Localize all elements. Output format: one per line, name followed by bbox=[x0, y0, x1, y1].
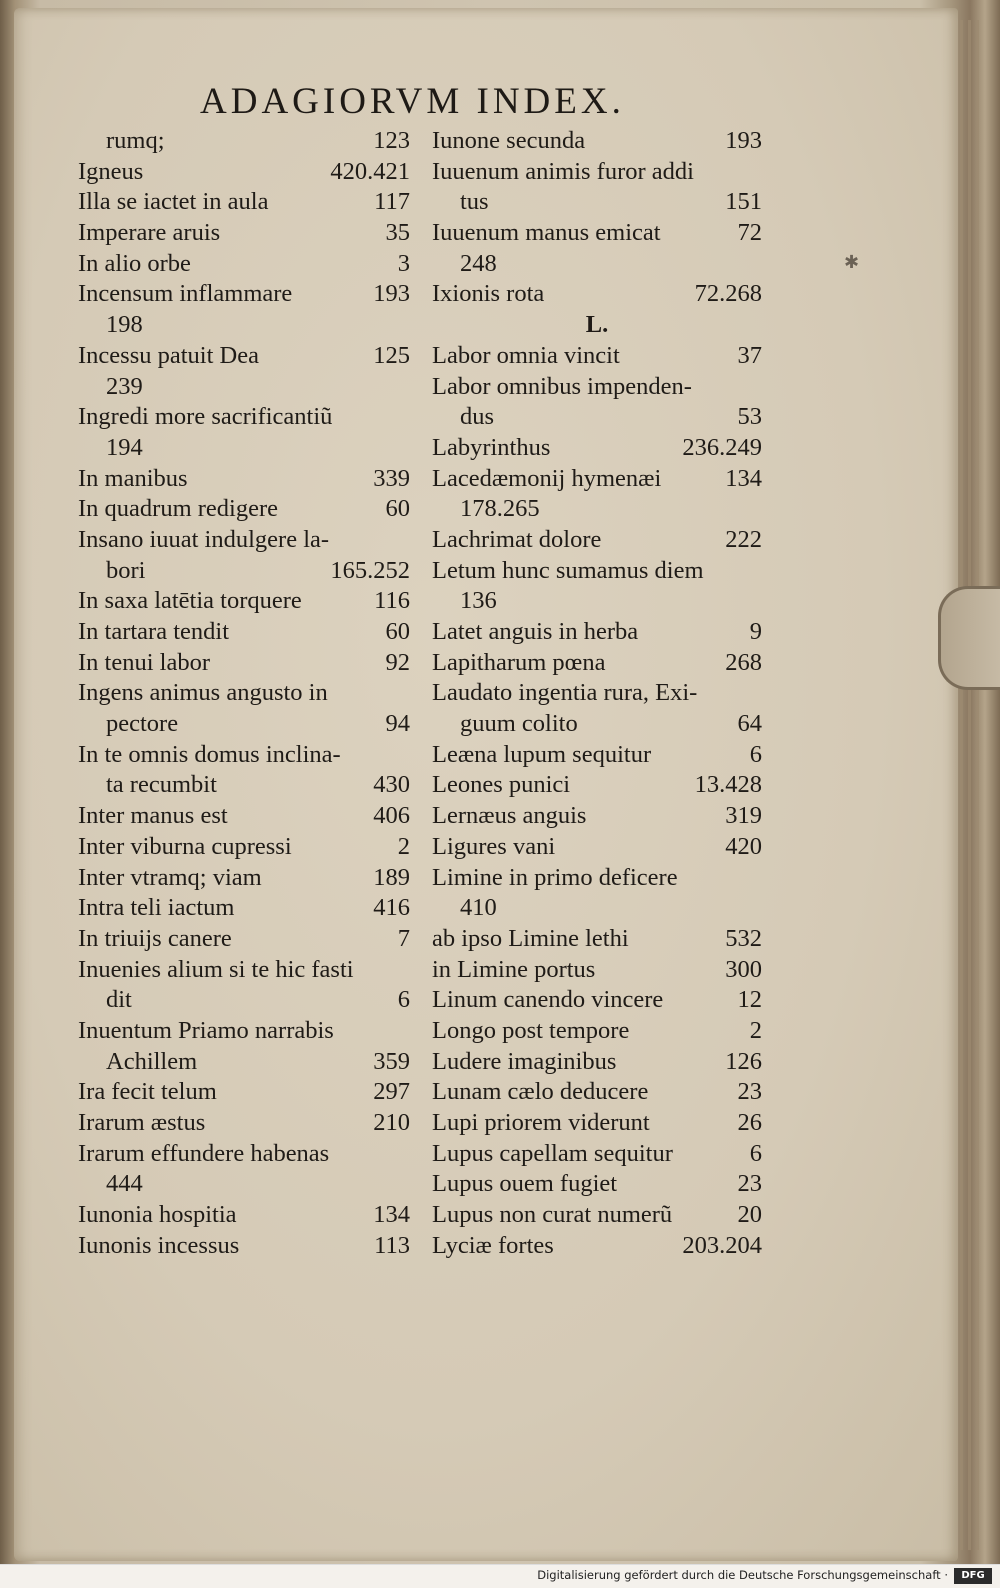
entry-page: 430 bbox=[373, 771, 410, 799]
index-entry bbox=[432, 310, 762, 341]
entry-text: Ingredi more sacrificantiũ bbox=[78, 403, 333, 431]
index-entry bbox=[432, 279, 762, 310]
index-entry bbox=[432, 556, 762, 587]
entry-text: In quadrum redigere bbox=[78, 495, 278, 523]
entry-page: 189 bbox=[373, 863, 410, 891]
index-entry bbox=[78, 341, 410, 372]
entry-page: 300 bbox=[725, 955, 762, 983]
entry-text: 194 bbox=[106, 433, 143, 461]
index-entry bbox=[432, 1077, 762, 1108]
index-entry bbox=[78, 218, 410, 249]
entry-page: 35 bbox=[385, 219, 410, 247]
entry-page: 151 bbox=[725, 188, 762, 216]
index-entry bbox=[78, 187, 410, 218]
footer-credit: Digitalisierung gefördert durch die Deutsche Forschungsgemeinschaft · bbox=[537, 1568, 948, 1582]
entry-page: 134 bbox=[373, 1201, 410, 1229]
entry-text: Ligures vani bbox=[432, 832, 556, 860]
index-entry bbox=[78, 372, 410, 403]
index-entry bbox=[78, 279, 410, 310]
entry-text: Labor omnibus impenden- bbox=[432, 372, 692, 400]
index-entry bbox=[432, 832, 762, 863]
index-entry bbox=[432, 924, 762, 955]
entry-text: rumq; bbox=[106, 127, 165, 154]
entry-text: L. bbox=[585, 311, 609, 339]
entry-page: 60 bbox=[385, 495, 410, 523]
entry-text: Lapitharum pœna bbox=[432, 648, 606, 676]
index-entry bbox=[432, 893, 762, 924]
entry-text: in Limine portus bbox=[432, 955, 596, 983]
entry-text: Lupus capellam sequitur bbox=[432, 1139, 673, 1167]
entry-page: 420.421 bbox=[330, 157, 410, 185]
index-entry bbox=[432, 863, 762, 894]
ink-speck: ✱ bbox=[844, 252, 860, 273]
entry-text: Leæna lupum sequitur bbox=[432, 740, 652, 768]
entry-page: 37 bbox=[737, 341, 762, 369]
index-entry bbox=[78, 740, 410, 771]
index-entry bbox=[432, 1047, 762, 1078]
entry-text: Longo post tempore bbox=[432, 1016, 630, 1044]
index-entry bbox=[432, 157, 762, 188]
index-entry bbox=[432, 1108, 762, 1139]
entry-page: 72 bbox=[737, 219, 762, 247]
index-entry bbox=[78, 648, 410, 679]
index-entry bbox=[78, 464, 410, 495]
entry-text: Linum canendo vincere bbox=[432, 986, 664, 1014]
entry-text: Iuuenum manus emicat bbox=[432, 219, 661, 247]
entry-text: Iuuenum animis furor addi bbox=[432, 157, 694, 185]
page-edge bbox=[968, 20, 971, 1550]
index-entry bbox=[432, 187, 762, 218]
index-entry bbox=[78, 770, 410, 801]
entry-text: 444 bbox=[106, 1170, 143, 1198]
entry-text: Laudato ingentia rura, Exi- bbox=[432, 679, 698, 707]
index-entry bbox=[432, 740, 762, 771]
entry-page: 125 bbox=[373, 341, 410, 369]
entry-text: Lyciæ fortes bbox=[432, 1231, 554, 1259]
entry-page: 92 bbox=[385, 648, 410, 676]
entry-page: 7 bbox=[397, 924, 410, 952]
index-entry bbox=[78, 709, 410, 740]
entry-text: Lupus ouem fugiet bbox=[432, 1170, 618, 1198]
index-entry bbox=[78, 249, 410, 280]
index-entry bbox=[78, 955, 410, 986]
index-entry bbox=[78, 586, 410, 617]
entry-page: 23 bbox=[737, 1170, 762, 1198]
entry-text: In manibus bbox=[78, 464, 188, 492]
entry-page: 2 bbox=[749, 1016, 762, 1044]
index-entry bbox=[432, 341, 762, 372]
index-entry bbox=[78, 678, 410, 709]
entry-text: Leones punici bbox=[432, 771, 571, 799]
index-entry bbox=[432, 525, 762, 556]
entry-text: Lernæus anguis bbox=[432, 802, 587, 830]
entry-page: 268 bbox=[725, 648, 762, 676]
index-entry bbox=[78, 1016, 410, 1047]
entry-text: Insano iuuat indulgere la- bbox=[78, 525, 330, 553]
entry-text: 198 bbox=[106, 311, 143, 339]
index-entry bbox=[78, 525, 410, 556]
entry-text: In triuijs canere bbox=[78, 924, 232, 952]
index-entry bbox=[78, 617, 410, 648]
entry-page: 94 bbox=[385, 710, 410, 738]
index-entry bbox=[78, 801, 410, 832]
index-entry bbox=[432, 955, 762, 986]
index-entry bbox=[432, 648, 762, 679]
entry-text: 136 bbox=[460, 587, 497, 615]
entry-page: 165.252 bbox=[330, 556, 410, 584]
entry-text: Lupus non curat numerũ bbox=[432, 1201, 673, 1229]
entry-text: Irarum æstus bbox=[78, 1109, 206, 1136]
entry-page: 236.249 bbox=[682, 433, 762, 461]
index-entry bbox=[78, 494, 410, 525]
entry-page: 339 bbox=[373, 464, 410, 492]
entry-page: 210 bbox=[373, 1109, 410, 1136]
index-entry bbox=[78, 1139, 410, 1170]
entry-text: Inuentum Priamo narrabis bbox=[78, 1016, 334, 1044]
dfg-logo: DFG bbox=[954, 1568, 992, 1584]
page-edge bbox=[960, 20, 963, 1550]
entry-page: 9 bbox=[749, 618, 762, 645]
index-entry bbox=[432, 709, 762, 740]
index-entry bbox=[432, 249, 762, 280]
entry-text: In tartara tendit bbox=[78, 618, 230, 645]
entry-page: 72.268 bbox=[694, 280, 762, 308]
index-entry bbox=[432, 402, 762, 433]
entry-page: 193 bbox=[725, 127, 762, 154]
entry-text: In te omnis domus inclina- bbox=[78, 740, 341, 768]
entry-page: 420 bbox=[725, 832, 762, 860]
entry-text: Lachrimat dolore bbox=[432, 525, 602, 553]
entry-page: 6 bbox=[749, 740, 762, 768]
entry-page: 23 bbox=[737, 1078, 762, 1106]
entry-page: 319 bbox=[725, 802, 762, 830]
index-entry bbox=[78, 433, 410, 464]
entry-text: 239 bbox=[106, 372, 143, 400]
entry-text: dit bbox=[106, 986, 132, 1014]
index-entry bbox=[432, 126, 762, 157]
entry-text: Intra teli iactum bbox=[78, 894, 235, 922]
entry-text: Iunone secunda bbox=[432, 127, 586, 154]
index-entry bbox=[78, 1047, 410, 1078]
entry-text: bori bbox=[106, 556, 146, 584]
entry-page: 297 bbox=[373, 1078, 410, 1106]
index-entry bbox=[78, 863, 410, 894]
entry-text: Labor omnia vincit bbox=[432, 341, 620, 369]
index-entry bbox=[432, 494, 762, 525]
entry-text: Ludere imaginibus bbox=[432, 1047, 617, 1075]
index-entry bbox=[78, 985, 410, 1016]
entry-page: 222 bbox=[725, 525, 762, 553]
entry-text: In tenui labor bbox=[78, 648, 210, 676]
entry-page: 12 bbox=[737, 986, 762, 1014]
entry-text: Irarum effundere habenas bbox=[78, 1139, 330, 1167]
index-column-left bbox=[78, 126, 410, 1261]
footer-bar bbox=[0, 1564, 1000, 1588]
index-column-right bbox=[432, 126, 762, 1261]
index-entry bbox=[432, 372, 762, 403]
entry-text: In alio orbe bbox=[78, 249, 191, 277]
entry-text: Iunonia hospitia bbox=[78, 1201, 237, 1229]
index-entry bbox=[432, 678, 762, 709]
entry-text: Latet anguis in herba bbox=[432, 618, 639, 645]
index-entry bbox=[78, 126, 410, 157]
entry-text: 248 bbox=[460, 249, 497, 277]
entry-page: 113 bbox=[374, 1231, 410, 1259]
index-entry bbox=[432, 770, 762, 801]
entry-text: ab ipso Limine lethi bbox=[432, 924, 629, 952]
entry-text: Labyrinthus bbox=[432, 433, 551, 461]
entry-text: Lacedæmonij hymenæi bbox=[432, 464, 662, 492]
entry-page: 6 bbox=[749, 1139, 762, 1167]
index-entry bbox=[432, 1139, 762, 1170]
entry-text: Incessu patuit Dea bbox=[78, 341, 259, 369]
entry-text: Inter vtramq; viam bbox=[78, 863, 262, 891]
entry-page: 64 bbox=[737, 710, 762, 738]
entry-page: 406 bbox=[373, 802, 410, 830]
entry-text: Ingens animus angusto in bbox=[78, 679, 328, 707]
index-entry bbox=[432, 586, 762, 617]
entry-page: 203.204 bbox=[682, 1231, 762, 1259]
entry-page: 20 bbox=[737, 1201, 762, 1229]
index-entry bbox=[78, 1200, 410, 1231]
page-edge bbox=[976, 20, 979, 1550]
entry-text: tus bbox=[460, 188, 489, 216]
entry-page: 134 bbox=[725, 464, 762, 492]
entry-text: Inter manus est bbox=[78, 802, 228, 830]
index-entry bbox=[78, 1077, 410, 1108]
entry-text: Inter viburna cupressi bbox=[78, 832, 292, 860]
entry-text: Igneus bbox=[78, 157, 144, 185]
page-title: ADAGIORVM INDEX. bbox=[200, 81, 625, 122]
entry-text: Lupi priorem viderunt bbox=[432, 1109, 650, 1136]
entry-text: Illa se iactet in aula bbox=[78, 188, 269, 216]
index-entry bbox=[78, 893, 410, 924]
index-entry bbox=[432, 1200, 762, 1231]
entry-text: Ira fecit telum bbox=[78, 1078, 217, 1106]
entry-text: pectore bbox=[106, 710, 179, 738]
entry-text: Limine in primo deficere bbox=[432, 863, 678, 891]
entry-text: Letum hunc sumamus diem bbox=[432, 556, 704, 584]
entry-text: Imperare aruis bbox=[78, 219, 221, 247]
index-entry bbox=[432, 985, 762, 1016]
index-entry bbox=[432, 1016, 762, 1047]
index-entry bbox=[78, 1108, 410, 1139]
entry-text: guum colito bbox=[460, 710, 578, 738]
index-entry bbox=[78, 832, 410, 863]
page-clip bbox=[938, 586, 1000, 690]
index-entry bbox=[432, 1169, 762, 1200]
index-entry bbox=[78, 1169, 410, 1200]
entry-page: 193 bbox=[373, 280, 410, 308]
index-entry bbox=[432, 801, 762, 832]
entry-page: 6 bbox=[397, 986, 410, 1014]
entry-page: 532 bbox=[725, 924, 762, 952]
entry-page: 53 bbox=[737, 403, 762, 431]
index-entry bbox=[78, 556, 410, 587]
index-entry bbox=[78, 402, 410, 433]
entry-page: 117 bbox=[374, 188, 410, 216]
index-entry bbox=[432, 218, 762, 249]
index-entry bbox=[432, 464, 762, 495]
entry-page: 3 bbox=[397, 249, 410, 277]
entry-page: 60 bbox=[385, 618, 410, 645]
index-entry bbox=[432, 433, 762, 464]
entry-text: dus bbox=[460, 403, 495, 431]
index-entry bbox=[78, 310, 410, 341]
entry-text: 410 bbox=[460, 894, 497, 922]
entry-page: 13.428 bbox=[694, 771, 762, 799]
entry-text: In saxa latētia torquere bbox=[78, 587, 302, 615]
index-entry bbox=[78, 924, 410, 955]
entry-page: 123 bbox=[373, 127, 410, 154]
index-entry bbox=[78, 1231, 410, 1262]
entry-text: Inuenies alium si te hic fasti bbox=[78, 955, 354, 983]
entry-page: 126 bbox=[725, 1047, 762, 1075]
entry-text: Ixionis rota bbox=[432, 280, 545, 308]
entry-page: 2 bbox=[397, 832, 410, 860]
entry-text: Incensum inflammare bbox=[78, 280, 293, 308]
entry-page: 416 bbox=[373, 894, 410, 922]
entry-page: 26 bbox=[737, 1109, 762, 1136]
entry-text: 178.265 bbox=[460, 495, 540, 523]
entry-page: 359 bbox=[373, 1047, 410, 1075]
entry-page: 116 bbox=[374, 587, 410, 615]
entry-text: Iunonis incessus bbox=[78, 1231, 240, 1259]
index-entry bbox=[432, 617, 762, 648]
index-entry bbox=[432, 1231, 762, 1262]
entry-text: Lunam cælo deducere bbox=[432, 1078, 649, 1106]
index-entry bbox=[78, 157, 410, 188]
entry-text: ta recumbit bbox=[106, 771, 217, 799]
entry-text: Achillem bbox=[106, 1047, 198, 1075]
